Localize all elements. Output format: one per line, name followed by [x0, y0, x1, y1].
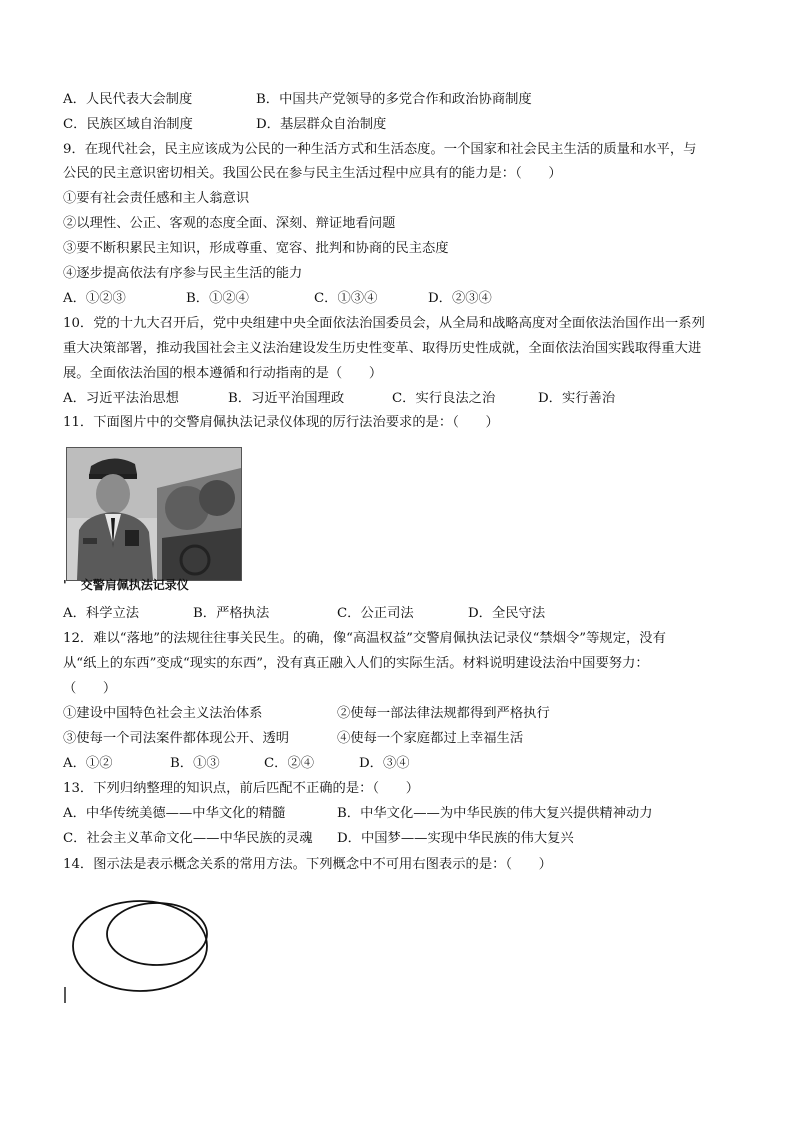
caption-mark: ' [63, 578, 67, 592]
q11-option-b: B．严格执法 [193, 606, 270, 621]
q13-stem: 13．下列归纳整理的知识点，前后匹配不正确的是：（ ） [63, 781, 419, 796]
q9-option-d: D．②③④ [428, 291, 492, 306]
q10-stem-line3: 展。全面依法治国的根本遵循和行动指南的是（ ） [63, 366, 383, 381]
q13-option-b: B．中华文化——为中华民族的伟大复兴提供精神动力 [337, 806, 653, 821]
q10-option-a: A．习近平法治思想 [63, 391, 179, 406]
q12-option-b: B．①③ [170, 756, 220, 771]
q10-option-c: C．实行良法之治 [392, 391, 496, 406]
q11-option-c: C．公正司法 [337, 606, 414, 621]
q13-option-d: D．中国梦——实现中华民族的伟大复兴 [337, 831, 574, 846]
concept-venn-diagram [62, 895, 222, 1010]
q12-item-1: ①建设中国特色社会主义法治体系 [63, 706, 263, 721]
q12-option-d: D．③④ [359, 756, 410, 771]
q10-option-b: B．习近平治国理政 [228, 391, 345, 406]
q11-option-d: D．全民守法 [468, 606, 546, 621]
q11-option-a: A．科学立法 [63, 606, 140, 621]
traffic-police-photo [66, 447, 242, 581]
q13-option-a: A．中华传统美德——中华文化的精髓 [63, 806, 286, 821]
q9-item-4: ④逐步提高依法有序参与民主生活的能力 [63, 266, 303, 281]
q14-stem: 14．图示法是表示概念关系的常用方法。下列概念中不可用右图表示的是：（ ） [63, 857, 552, 872]
q12-stem-line1: 12．难以“落地”的法规往往事关民生。的确，像“高温权益”交警肩佩执法记录仪“禁烟令”等规定，没有 [63, 631, 666, 646]
q8-option-b: B．中国共产党领导的多党合作和政治协商制度 [256, 92, 532, 107]
outer-circle [73, 901, 207, 991]
q12-item-3: ③使每一个司法案件都体现公开、透明 [63, 731, 290, 746]
q13-option-c: C．社会主义革命文化——中华民族的灵魂 [63, 831, 313, 846]
q12-stem-line2: 从“纸上的东西”变成“现实的东西”，没有真正融入人们的实际生活。材料说明建设法治中国要努力： [63, 656, 649, 671]
q10-stem-line2: 重大决策部署，推动我国社会主义法治建设发生历史性变革、取得历史性成就，全面依法治国实践取得重大进 [63, 341, 702, 356]
q12-item-2: ②使每一部法律法规都得到严格执行 [337, 706, 550, 721]
q9-item-2: ②以理性、公正、客观的态度全面、深刻、辩证地看问题 [63, 216, 396, 231]
q12-item-4: ④使每一个家庭都过上幸福生活 [337, 731, 524, 746]
q12-stem-line3: （ ） [63, 681, 117, 696]
q9-option-c: C．①③④ [314, 291, 378, 306]
q9-item-1: ①要有社会责任感和主人翁意识 [63, 191, 250, 206]
traffic-police-photo-drawing [67, 448, 241, 580]
q12-option-a: A．①② [63, 756, 113, 771]
q10-option-d: D．实行善治 [538, 391, 616, 406]
photo-caption [63, 576, 243, 594]
q8-option-d: D．基层群众自治制度 [256, 117, 387, 132]
q9-item-3: ③要不断积累民主知识，形成尊重、宽容、批判和协商的民主态度 [63, 241, 449, 256]
q8-option-c: C．民族区域自治制度 [63, 117, 193, 132]
q9-option-b: B．①②④ [186, 291, 249, 306]
q9-option-a: A．①②③ [63, 291, 126, 306]
q9-stem-line1: 9．在现代社会，民主应该成为公民的一种生活方式和生活态度。一个国家和社会民主生活的质量和水平，与 [63, 142, 697, 157]
q10-stem-line1: 10．党的十九大召开后，党中央组建中央全面依法治国委员会，从全局和战略高度对全面依法治国作出一系列 [63, 316, 705, 331]
q12-option-c: C．②④ [264, 756, 315, 771]
q8-option-a: A．人民代表大会制度 [63, 92, 193, 107]
q9-stem-line2: 公民的民主意识密切相关。我国公民在参与民主生活过程中应具有的能力是：（ ） [63, 166, 562, 181]
inner-circle [107, 903, 207, 965]
q11-stem: 11．下面图片中的交警肩佩执法记录仪体现的厉行法治要求的是：（ ） [63, 415, 499, 430]
caption-text: 交警肩佩执法记录仪 [80, 578, 189, 592]
